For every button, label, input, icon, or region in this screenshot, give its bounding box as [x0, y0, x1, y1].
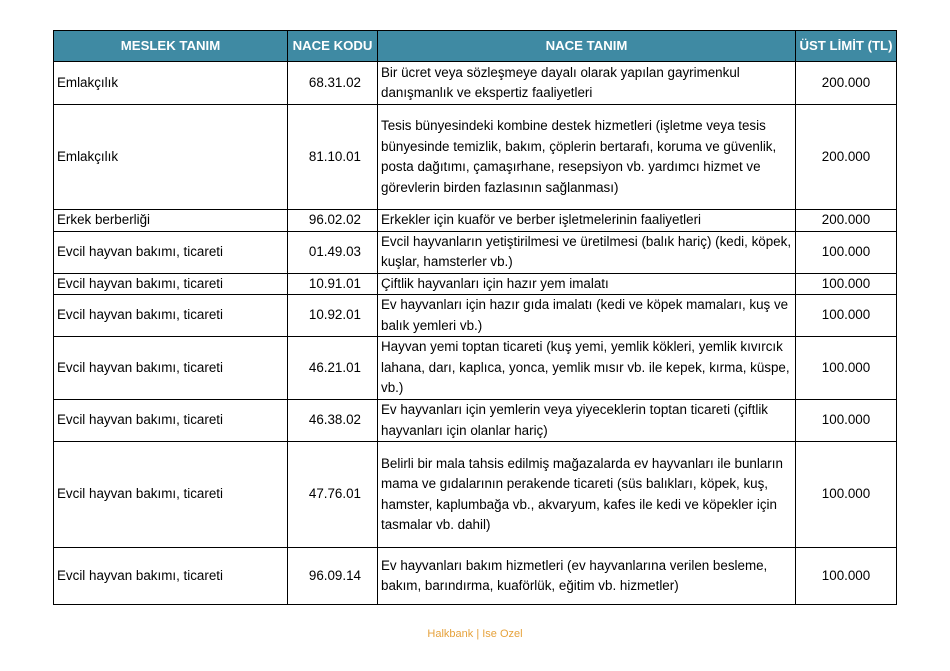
table-row [54, 62, 897, 105]
nace-description-cell: Çiftlik hayvanları için hazır yem imalatı [378, 273, 796, 295]
limit-cell: 200.000 [796, 62, 897, 105]
table-row [54, 105, 897, 210]
nace-description-cell: Tesis bünyesindeki kombine destek hizmetleri (işletme veya tesis bünyesinde temizlik, bakım, çöplerin bertarafı, koruma ve güvenlik, posta dağıtımı, çamaşırhane, resepsiyon vb. yardımcı hizmet ve görevlerin birden fazlasının sağlanması) [378, 105, 796, 210]
meslek-cell: Emlakçılık [54, 105, 288, 210]
table-header-row [54, 31, 897, 62]
nace-code-cell: 68.31.02 [288, 62, 378, 105]
meslek-cell: Evcil hayvan bakımı, ticareti [54, 442, 288, 548]
table-row [54, 400, 897, 442]
nace-description-cell: Ev hayvanları için yemlerin veya yiyeceklerin toptan ticareti (çiftlik hayvanları için olanlar hariç) [378, 400, 796, 442]
table-row [54, 210, 897, 232]
header-nace-kodu: NACE KODU [288, 31, 378, 62]
nace-code-cell: 96.09.14 [288, 548, 378, 605]
table-row [54, 337, 897, 400]
footer-label: Halkbank | Ise Ozel [427, 628, 523, 640]
meslek-cell: Erkek berberliği [54, 210, 288, 232]
nace-description-cell: Ev hayvanları bakım hizmetleri (ev hayvanlarına verilen besleme, bakım, barındırma, kuaförlük, eğitim vb. hizmetler) [378, 548, 796, 605]
nace-code-cell: 46.38.02 [288, 400, 378, 442]
limit-cell: 200.000 [796, 105, 897, 210]
limit-cell: 100.000 [796, 273, 897, 295]
meslek-cell: Evcil hayvan bakımı, ticareti [54, 295, 288, 337]
nace-description-cell: Belirli bir mala tahsis edilmiş mağazalarda ev hayvanları ile bunların mama ve gıdalarının perakende ticareti (süs balıkları, köpek, kuş, hamster, kaplumbağa vb., akvaryum, kafes ile kedi ve köpekler için tasmalar vb. dahil) [378, 442, 796, 548]
limit-cell: 100.000 [796, 295, 897, 337]
meslek-cell: Evcil hayvan bakımı, ticareti [54, 273, 288, 295]
nace-code-cell: 10.92.01 [288, 295, 378, 337]
limit-cell: 100.000 [796, 400, 897, 442]
nace-code-cell: 46.21.01 [288, 337, 378, 400]
limit-cell: 100.000 [796, 548, 897, 605]
meslek-cell: Evcil hayvan bakımı, ticareti [54, 337, 288, 400]
limit-cell: 100.000 [796, 337, 897, 400]
meslek-cell: Evcil hayvan bakımı, ticareti [54, 400, 288, 442]
nace-code-cell: 01.49.03 [288, 231, 378, 273]
nace-description-cell: Hayvan yemi toptan ticareti (kuş yemi, yemlik kökleri, yemlik kıvırcık lahana, darı, kaplıca, yonca, yemlik mısır vb. ile kepek, kırma, küspe, vb.) [378, 337, 796, 400]
table-row [54, 548, 897, 605]
header-meslek-tanim: MESLEK TANIM [54, 31, 288, 62]
meslek-cell: Evcil hayvan bakımı, ticareti [54, 231, 288, 273]
table-row [54, 295, 897, 337]
nace-description-cell: Ev hayvanları için hazır gıda imalatı (kedi ve köpek mamaları, kuş ve balık yemleri vb.) [378, 295, 796, 337]
meslek-cell: Emlakçılık [54, 62, 288, 105]
header-nace-tanim: NACE TANIM [378, 31, 796, 62]
nace-code-cell: 96.02.02 [288, 210, 378, 232]
meslek-cell: Evcil hayvan bakımı, ticareti [54, 548, 288, 605]
nace-description-cell: Evcil hayvanların yetiştirilmesi ve üretilmesi (balık hariç) (kedi, köpek, kuşlar, hamsterler vb.) [378, 231, 796, 273]
nace-description-cell: Bir ücret veya sözleşmeye dayalı olarak yapılan gayrimenkul danışmanlık ve ekspertiz faaliyetleri [378, 62, 796, 105]
nace-code-cell: 47.76.01 [288, 442, 378, 548]
nace-table [53, 30, 897, 605]
table-row [54, 442, 897, 548]
nace-description-cell: Erkekler için kuaför ve berber işletmelerinin faaliyetleri [378, 210, 796, 232]
header-ust-limit: ÜST LİMİT (TL) [796, 31, 897, 62]
limit-cell: 100.000 [796, 231, 897, 273]
nace-code-cell: 81.10.01 [288, 105, 378, 210]
limit-cell: 200.000 [796, 210, 897, 232]
nace-code-cell: 10.91.01 [288, 273, 378, 295]
table-row [54, 231, 897, 273]
table-row [54, 273, 897, 295]
limit-cell: 100.000 [796, 442, 897, 548]
